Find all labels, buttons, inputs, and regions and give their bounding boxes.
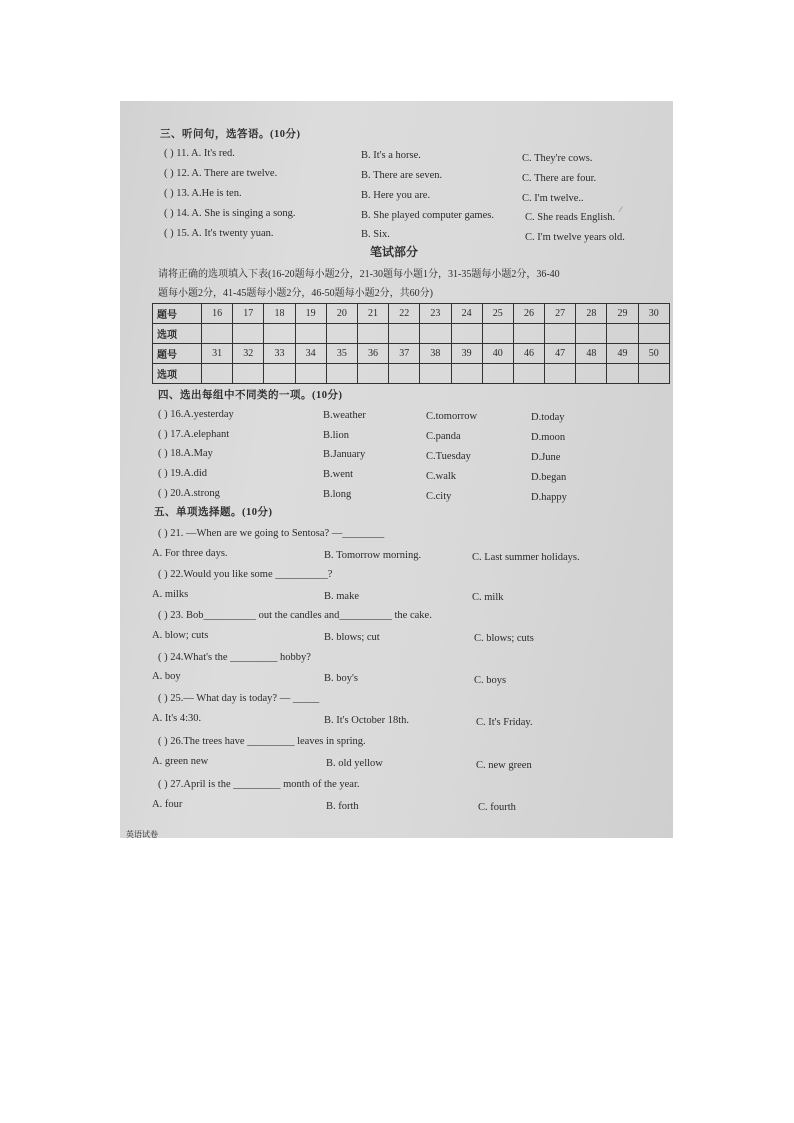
- grid-cell: 48: [576, 344, 607, 364]
- q14-c: C. She reads English.: [525, 212, 616, 223]
- q13-b: B. Here you are.: [361, 190, 431, 201]
- grid-cell: 49: [607, 344, 638, 364]
- grid-row-numbers-1: [153, 304, 670, 324]
- answer-cell[interactable]: [357, 324, 388, 344]
- section4-title: 四、选出每组中不同类的一项。(10分): [158, 390, 343, 401]
- grid-label: 题号: [153, 304, 202, 324]
- grid-cell: 33: [264, 344, 295, 364]
- answer-cell[interactable]: [389, 364, 420, 384]
- q24-stem: ( ) 24.What's the _________ hobby?: [158, 652, 311, 663]
- q15-c: C. I'm twelve years old.: [525, 232, 625, 243]
- q22-opt-c: C. milk: [472, 592, 504, 603]
- q26-stem: ( ) 26.The trees have _________ leaves in spring.: [158, 736, 366, 747]
- q11-b: B. It's a horse.: [361, 150, 421, 161]
- answer-cell[interactable]: [451, 364, 482, 384]
- answer-cell[interactable]: [545, 364, 576, 384]
- answer-cell[interactable]: [545, 324, 576, 344]
- grid-cell: 34: [295, 344, 326, 364]
- grid-cell: 24: [451, 304, 482, 324]
- q12-b: B. There are seven.: [361, 170, 443, 181]
- answer-cell[interactable]: [513, 364, 544, 384]
- answer-cell[interactable]: [576, 324, 607, 344]
- q17-a: ( ) 17.A.elephant: [158, 429, 230, 440]
- q14-a: ( ) 14. A. She is singing a song.: [164, 208, 296, 219]
- answer-cell[interactable]: [233, 364, 264, 384]
- q16-a: ( ) 16.A.yesterday: [158, 409, 234, 420]
- q13-a: ( ) 13. A.He is ten.: [164, 188, 242, 199]
- answer-cell[interactable]: [264, 324, 295, 344]
- q25-stem: ( ) 25.— What day is today? — _____: [158, 693, 320, 704]
- q20-c: C.city: [426, 491, 452, 502]
- q18-c: C.Tuesday: [426, 451, 471, 462]
- q22-opt-b: B. make: [324, 591, 359, 602]
- q26-opt-c: C. new green: [476, 760, 532, 771]
- grid-cell: 27: [545, 304, 576, 324]
- answer-cell[interactable]: [202, 324, 233, 344]
- q15-a: ( ) 15. A. It's twenty yuan.: [164, 228, 274, 239]
- q27-opt-a: A. four: [152, 799, 183, 810]
- q19-c: C.walk: [426, 471, 457, 482]
- q19-b: B.went: [323, 469, 354, 480]
- answer-cell[interactable]: [202, 364, 233, 384]
- answer-grid: [152, 303, 670, 384]
- q20-b: B.long: [323, 489, 352, 500]
- q23-opt-b: B. blows; cut: [324, 632, 380, 643]
- q16-d: D.today: [531, 412, 565, 423]
- answer-cell[interactable]: [420, 324, 451, 344]
- answer-cell[interactable]: [295, 364, 326, 384]
- q22-stem: ( ) 22.Would you like some __________?: [158, 569, 333, 580]
- q17-c: C.panda: [426, 431, 461, 442]
- q14-b: B. She played computer games.: [361, 210, 494, 221]
- answer-cell[interactable]: [638, 324, 669, 344]
- grid-cell: 37: [389, 344, 420, 364]
- q23-opt-c: C. blows; cuts: [474, 633, 534, 644]
- q16-b: B.weather: [323, 410, 366, 421]
- answer-cell[interactable]: [264, 364, 295, 384]
- grid-cell: 25: [482, 304, 513, 324]
- grid-label: 选项: [153, 324, 202, 344]
- written-part-title: 笔试部分: [370, 245, 419, 259]
- q21-opt-c: C. Last summer holidays.: [472, 552, 580, 563]
- grid-cell: 20: [326, 304, 357, 324]
- instruction-line-1: 请将正确的选项填入下表(16-20题每小题2分，21-30题每小题1分，31-35题每小题2分，36-40: [158, 269, 560, 280]
- scanned-exam-photo: [120, 101, 673, 838]
- q18-b: B.January: [323, 449, 366, 460]
- grid-row-numbers-2: [153, 344, 670, 364]
- q12-c: C. There are four.: [522, 173, 597, 184]
- answer-cell[interactable]: [420, 364, 451, 384]
- q18-d: D.June: [531, 452, 561, 463]
- q21-opt-b: B. Tomorrow morning.: [324, 550, 422, 561]
- q21-stem: ( ) 21. —When are we going to Sentosa? —________: [158, 528, 385, 539]
- q18-a: ( ) 18.A.May: [158, 448, 213, 459]
- answer-cell[interactable]: [451, 324, 482, 344]
- grid-cell: 28: [576, 304, 607, 324]
- q20-d: D.happy: [531, 492, 567, 503]
- grid-cell: 21: [357, 304, 388, 324]
- grid-cell: 47: [545, 344, 576, 364]
- q23-stem: ( ) 23. Bob__________ out the candles and__________ the cake.: [158, 610, 432, 621]
- answer-cell[interactable]: [482, 324, 513, 344]
- answer-cell[interactable]: [638, 364, 669, 384]
- answer-cell[interactable]: [576, 364, 607, 384]
- q25-opt-b: B. It's October 18th.: [324, 715, 410, 726]
- section3-title: 三、听问句，选答语。(10分): [160, 129, 301, 140]
- grid-cell: 29: [607, 304, 638, 324]
- q17-d: D.moon: [531, 432, 566, 443]
- grid-cell: 39: [451, 344, 482, 364]
- grid-cell: 17: [233, 304, 264, 324]
- grid-cell: 40: [482, 344, 513, 364]
- q19-d: D.began: [531, 472, 567, 483]
- grid-cell: 38: [420, 344, 451, 364]
- grid-cell: 16: [202, 304, 233, 324]
- q26-opt-a: A. green new: [152, 756, 209, 767]
- q16-c: C.tomorrow: [426, 411, 478, 422]
- q24-opt-c: C. boys: [474, 675, 507, 686]
- answer-cell[interactable]: [607, 324, 638, 344]
- grid-label: 选项: [153, 364, 202, 384]
- q21-opt-a: A. For three days.: [152, 548, 228, 559]
- answer-cell[interactable]: [357, 364, 388, 384]
- section5-title: 五、单项选择题。(10分): [154, 507, 273, 518]
- q12-a: ( ) 12. A. There are twelve.: [164, 168, 278, 179]
- grid-cell: 31: [202, 344, 233, 364]
- q17-b: B.lion: [323, 430, 349, 441]
- grid-cell: 32: [233, 344, 264, 364]
- grid-label: 题号: [153, 344, 202, 364]
- q11-c: C. They're cows.: [522, 153, 593, 164]
- grid-cell: 50: [638, 344, 669, 364]
- q11-a: ( ) 11. A. It's red.: [164, 148, 235, 159]
- q15-b: B. Six.: [361, 229, 390, 240]
- q27-opt-b: B. forth: [326, 801, 359, 812]
- grid-row-options-2: [153, 364, 670, 384]
- q25-opt-a: A. It's 4:30.: [152, 713, 202, 724]
- grid-cell: 46: [513, 344, 544, 364]
- grid-cell: 18: [264, 304, 295, 324]
- answer-cell[interactable]: [295, 324, 326, 344]
- q24-opt-a: A. boy: [152, 671, 181, 682]
- answer-cell[interactable]: [607, 364, 638, 384]
- grid-cell: 35: [326, 344, 357, 364]
- grid-cell: 19: [295, 304, 326, 324]
- answer-cell[interactable]: [326, 364, 357, 384]
- grid-row-options-1: [153, 324, 670, 344]
- q27-stem: ( ) 27.April is the _________ month of the year.: [158, 779, 360, 790]
- page-footer: 英语试卷: [126, 830, 158, 839]
- q26-opt-b: B. old yellow: [326, 758, 383, 769]
- q24-opt-b: B. boy's: [324, 673, 358, 684]
- answer-cell[interactable]: [389, 324, 420, 344]
- grid-cell: 22: [389, 304, 420, 324]
- answer-cell[interactable]: [326, 324, 357, 344]
- instruction-line-2: 题每小题2分，41-45题每小题2分，46-50题每小题2分，共60分): [158, 288, 433, 299]
- grid-cell: 23: [420, 304, 451, 324]
- q23-opt-a: A. blow; cuts: [152, 630, 209, 641]
- q13-c: C. I'm twelve..: [522, 193, 584, 204]
- grid-cell: 26: [513, 304, 544, 324]
- q25-opt-c: C. It's Friday.: [476, 717, 533, 728]
- grid-cell: 30: [638, 304, 669, 324]
- q19-a: ( ) 19.A.did: [158, 468, 207, 479]
- q20-a: ( ) 20.A.strong: [158, 488, 220, 499]
- answer-cell[interactable]: [513, 324, 544, 344]
- answer-cell[interactable]: [233, 324, 264, 344]
- pen-mark: ⁄: [620, 205, 622, 214]
- q22-opt-a: A. milks: [152, 589, 189, 600]
- grid-cell: 36: [357, 344, 388, 364]
- q27-opt-c: C. fourth: [478, 802, 516, 813]
- answer-cell[interactable]: [482, 364, 513, 384]
